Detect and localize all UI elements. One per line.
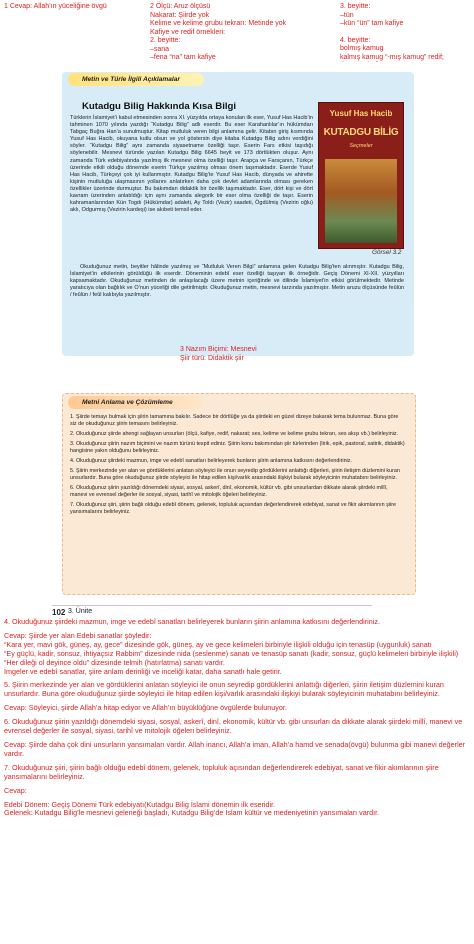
answer-line: Cevap: Söyleyici, şiirde Allah’a hitap ediyor ve Allah’ın büyüklüğüne övgülerde bulunuyor. bbox=[4, 703, 287, 713]
answer-line: 4. Okuduğunuz şiirdeki mazmun, imge ve edebî sanatları belirleyerek bunların şiirin anlamına katkısını değerlendiriniz. bbox=[4, 617, 380, 626]
book-cover-image bbox=[318, 102, 404, 249]
answer-text bbox=[4, 618, 470, 818]
question-item: 2. Okuduğunuz şiirde ahengi sağlayan unsurları (ölçü, kafiye, redif, nakarat; ses, kelime ve kelime grubu tekrarı, ses akışı vb.) belirleyiniz. bbox=[70, 431, 399, 437]
question-item: 3. Okuduğunuz şiirin nazım biçimini ve nazım türünü tespit ediniz. Şiirin konu bakımından şiir türlerinden (lirik, epik, pastoral, satirik, didaktik) hangisine yakın olduğunu belirleyiniz. bbox=[70, 441, 405, 454]
answer-line: Gelenek: Kutadgu Bilig’le mesnevi geleneği başladı, Kutadgu Bilig’de İslam kültür ve medeniyetinin yansımaları vardır. bbox=[4, 808, 380, 818]
info-title: Kutadgu Bilig Hakkında Kısa Bilgi bbox=[82, 101, 237, 112]
note-line: Kafiye ve redif örnekleri: bbox=[150, 28, 226, 36]
answer-line: “Her dileği ol deyince oldu” dizesinde telmih (hatırlatma) sanatı vardır. bbox=[4, 657, 225, 667]
note-line: bolmış kamug bbox=[340, 45, 384, 52]
info-banner: Metin ve Türle İlgili Açıklamalar bbox=[68, 73, 204, 86]
note-rhyme bbox=[340, 3, 472, 71]
page-number: 102 bbox=[52, 608, 66, 617]
note-line: –fena “na” tam kafiye bbox=[150, 54, 216, 61]
figure-caption: Görsel 3.2 bbox=[372, 249, 402, 256]
note-line: –kün “ün” tam kafiye bbox=[340, 20, 404, 27]
note-line: 3. beyitte: bbox=[340, 3, 371, 10]
note-line: 2. beyitte: bbox=[150, 37, 181, 44]
question-item: 7. Okuduğunuz şiiri, şiirin bağlı olduğu edebî dönem, gelenek, topluluk açısından değerlendirerek edebiyat, sanat ve fikir akımlarının şiire yansımalarını belirleyiniz. bbox=[70, 502, 397, 515]
note-form: 3 Nazım Biçimi: Mesnevi bbox=[180, 346, 257, 353]
question-item: 1. Şiirde temayı bulmak için şiirin tamamına bakılır. Sadece bir dörtlüğe ya da şiirdeki en güzel dizeye bakarak tema bulunmaz. Buna göre siz de okuduğunuz şiirin temasını belirleyiniz. bbox=[70, 414, 399, 427]
question-list bbox=[70, 414, 406, 516]
book-title: KUTADGU BİLİG bbox=[323, 127, 399, 138]
note-line: 4. beyitte: bbox=[340, 36, 371, 44]
answer-line: 7. Okuduğunuz şiiri, şiirin bağlı olduğu edebî dönem, gelenek, topluluk açısından değerlendirerek edebiyat, sanat ve fikir akımlarının şiire yansımalarını belirleyiniz. bbox=[4, 762, 439, 781]
book-author: Yusuf Has Hacib bbox=[329, 109, 393, 118]
note-answer-1: 1 Cevap: Allah’ın yüceliğine övgü bbox=[4, 3, 107, 10]
note-line bbox=[340, 29, 472, 37]
note-line: Kelime ve kelime grubu tekrarı: Metinde yok bbox=[150, 20, 287, 27]
analysis-banner: Metni Anlama ve Çözümleme bbox=[68, 396, 202, 409]
note-line: 2 Ölçü: Aruz ölçüsü bbox=[150, 3, 211, 10]
answer-line: İmgeler ve edebî sanatlar, şiire anlam derinliği ve inceliği katar, daha sanatlı hale getirir. bbox=[4, 666, 282, 676]
book-illustration bbox=[325, 159, 397, 243]
note-line: kalmış kamug “-mış kamug” redif; bbox=[340, 53, 444, 61]
answer-line: Cevap: Şiirde yer alan Edebi sanatlar şöyledir: bbox=[4, 630, 152, 640]
answer-line: 5. Şiirin merkezinde yer alan ve gördüklerini anlatan söyleyici ile onun seyredip gördüklerini anlattığı diğerleri, şiirin iletişim düzlemini kuran unsurlardır. Buna göre okuduğunuz şiirde söyleyici ile hitap edilen kişi/varlık arasındaki ilişkiyi bularak söyleyicinin muhatabını belirleyiniz. bbox=[4, 680, 444, 699]
answer-line: “Ey güçlü, kadir, sonsuz, ihtiyaçsız Rabbim” dizesinde nida (seslenme) sanatı ve tenasüp sanatı (kadir, sonsuz, güçlü kelimeleri birbiriyle ilişkili) bbox=[4, 648, 459, 658]
answer-line: Edebi Dönem: Geçiş Dönemi Türk edebiyatı(Kutadgu Bilig İslami dönemin ilk eseridir. bbox=[4, 799, 276, 809]
question-item: 5. Şiirin merkezinde yer alan ve gördüklerini anlatan söyleyici ile onun seyredip gördüklerini anlattığı diğerleri, şiirin iletişim düzlemini kuran unsurlardır. Buna göre okuduğunuz şiirde söyleyici ile hitap edilen kişi/varlık arasındaki ilişkiyi bularak söyleyicinin muhatabını belirleyiniz. bbox=[70, 468, 400, 481]
book-subtitle: Seçmeler bbox=[349, 143, 373, 149]
info-paragraph-2: Okuduğunuz metin, beyitler hâlinde yazılmış ve “Mutluluk Veren Bilgi” anlamına gelen Kutadgu Bilig’ten alınmıştır. Kutadgu Bilig, İslamiyet’in etkilerinin görüldüğü ilk eserdir. Döneminin edebî eser özelliği taşıyan ilk örneğidir. Geçiş Dönemi XI-XII. yüzyılları kapsamaktadır. Okuduğunuz metinden de anlaşılacağı üzere metnin içeriğinde ve dilinde İslamiyet’in etkisi görülmektedir. Metinde yaratıcıya olan bağlılık ve O’nun yüceliği dile getirilmiştir. Okuduğunuz metin, mesnevi tarzında yazılmıştır. Metin aruzu ölçüsünde feûlün / feûlün / feûl kalıbıyla yazılmıştır. bbox=[70, 264, 404, 299]
info-paragraph: Türklerin İslamiyet’i kabul etmesinden sonra XI. yüzyılda ortaya konulan ilk eser, Yusuf Has Hacib’in tahminen 1070 yılında yazdığı “Kutadgu Bilig” adlı eserdir. Bu eser Karahanlılar’ın hükümdarı Tabgaç Buğra Han’a sunulmuştur. Kitap mutluluk veren bilgi anlamına gelir. Kitabın giriş kısmında Yusuf Has Hacib, okuyana kutlu olsun ve yol göstersin diye kitaba Kutadgu Bilig adını verdiğini söyler. “Kutadgu Bilig” aynı zamanda siyasetname özelliği taşır. Eserin Fars etkisi taşıdığı söylenebilir. Mesnevi türünde yazılan Kutadgu Bilig 6645 beyit ve 173 dörtlükten oluşur. Aynı zamanda Türk edebiyatında yazılmış ilk mesnevi olma özelliği taşır. Arapça ve Farsçanın, Türkçe üzerinde etkili olduğu dönemde eserin Türkçe yazılmış olması önem taşımaktadır. Eserde Yusuf Has Hacib, Türkçeyi çok iyi kullanmıştır. Kutadgu Bilig’te Yusuf Has Hacib, dünyada ve ahirette kişinin mutluluğa ulaşmasının yollarını anlatırken daha çok devlet adamlarında olması gereken özellikler üzerinde durmuştur. Bu bakımdan didaktik bir özellik taşımaktadır. Eser, dört kişi ve dört kavram üzerinden anlatıldığı için aynı zamanda alegorik bir eser olma özelliği de taşır. Eserin kahramanlarından Kün Togdı (Hükümdar) adaleti, Ay Toldı (Vezir) saadeti, Ögdülmiş (Vezirin oğlu) aklı, Odgurmış (Vezirin kardeşi) ise akıbeti temsil eder. bbox=[70, 115, 313, 214]
note-line: –tün bbox=[340, 11, 354, 19]
note-line: –sana bbox=[150, 45, 170, 53]
answer-line: Cevap: bbox=[4, 785, 27, 795]
question-item: 4. Okuduğunuz şiirdeki mazmun, imge ve edebî sanatları belirleyerek bunların şiirin anlamına katkısını değerlendiriniz. bbox=[70, 458, 352, 464]
answer-line: “Kara yer, mavi gök, güneş, ay, gece” dizesinde gök, güneş, ay ve gece kelimeleri birbiriyle ilişkili olduğu için tenasüp (uygunluk) sanatı bbox=[4, 639, 432, 649]
answer-line: 6. Okuduğunuz şiirin yazıldığı dönemdeki siyasi, sosyal, askerî, dinî, ekonomik, kültür vb. gibi unsurları da dikkate alarak şiirdeki millî, manevi ve evrensel değerler ile sosyal, siyasi, tarihî ve mitolojik öğeleri belirleyiniz. bbox=[4, 717, 463, 736]
footer-rule bbox=[52, 605, 372, 606]
note-genre: Şiir türü: Didaktik şiir bbox=[180, 355, 244, 362]
answer-line: Cevap: Şiirde daha çok dini unsurların yansımaları vardır. Allah inancı, Allah’a iman, Allah’a hamd ve senada(övgü) bulunma gibi manevi değerler vardır. bbox=[4, 739, 466, 758]
unit-label: 3. Ünite bbox=[68, 608, 93, 615]
note-line: Nakarat: Şiirde yok bbox=[150, 11, 210, 19]
note-meter bbox=[150, 3, 340, 63]
question-item: 6. Okuduğunuz şiirin yazıldığı dönemdeki siyasi, sosyal, askerî, dinî, ekonomik, kültür vb. gibi unsurlardan dikkate alarak şiirdeki millî, manevi ve evrensel değerler ile sosyal, siyasi, tarihî ve mitolojik öğeleri belirleyiniz. bbox=[70, 485, 388, 498]
